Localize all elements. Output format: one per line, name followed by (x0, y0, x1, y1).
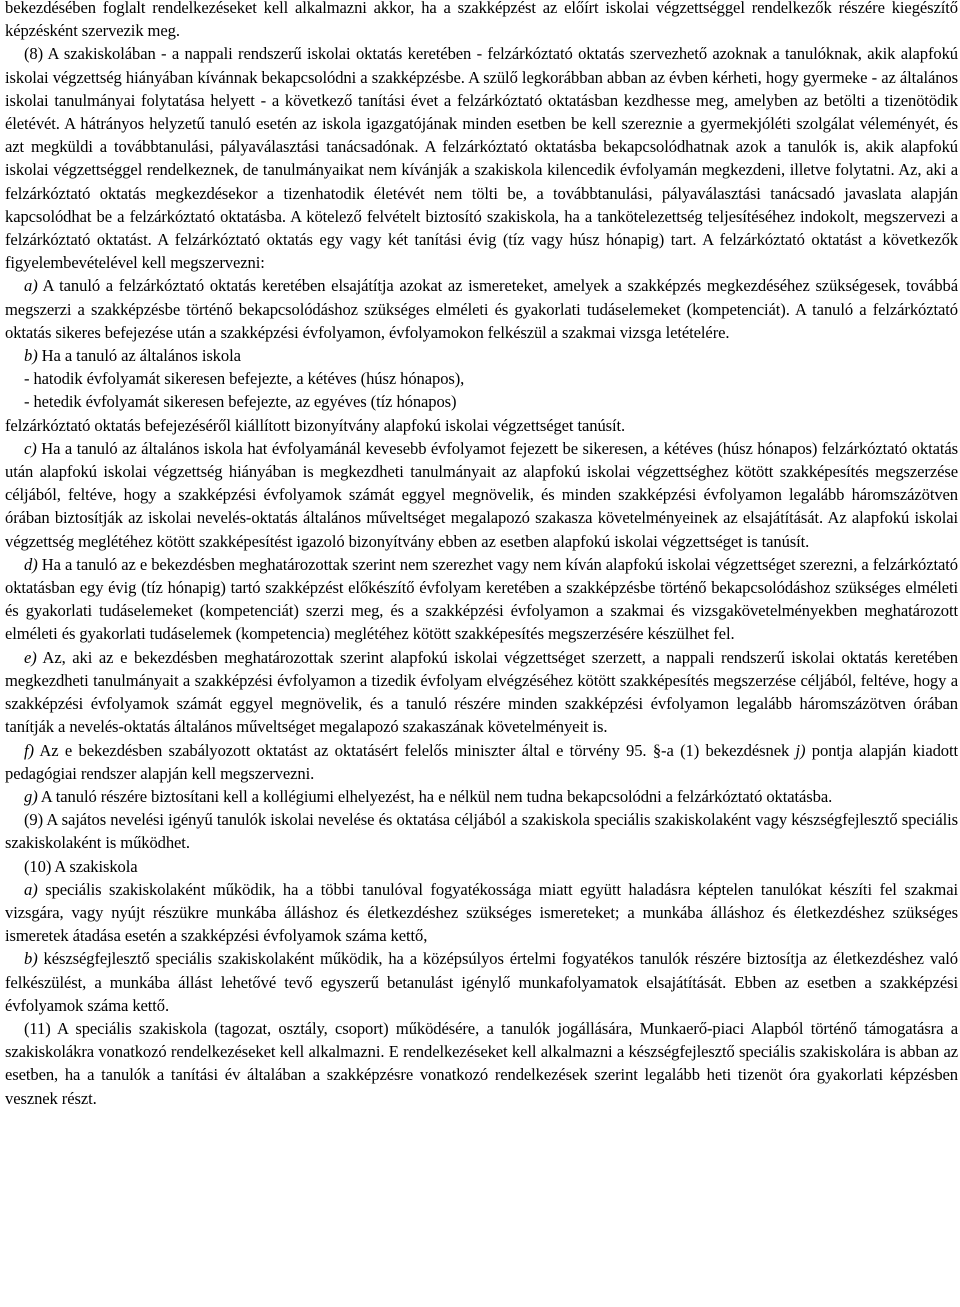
point-text: speciális szakiskolaként működik, ha a többi tanulóval fogyatékossága miatt együtt haladásra képtelen tanulókat készíti fel szakmai vizsgára, vagy nyújt részükre munkába álláshoz és életkezdéshez szükséges ismereteket; a munkába álláshoz és életkezdéshez szükséges ismeretek átadása esetén a szakképzési évfolyamok száma kettő, (5, 879, 958, 946)
point-text: készségfejlesztő speciális szakiskolaként működik, ha a középsúlyos értelmi fogyatékos tanulók részére biztosítja az életkezdéshez való felkészülést, a munkába állást lehetővé tevő egyszerű betanulást igénylő munkafolyamatok elsajátítását. Ebben az esetben a szakképzési évfolyamok száma kettő. (5, 949, 958, 1015)
point-10-a (5, 878, 958, 948)
point-label: f) (24, 740, 34, 760)
point-text: Ha a tanuló az általános iskola hat évfolyamánál kevesebb évfolyamot fejezett be sikeresen, a kétéves (húsz hónapos) felzárkóztató oktatás után alapfokú iskolai végzettség hiányában is megkezdheti tanulmányait az alapfokú iskolai végzettséghez kötött szakképesítés megszerzése céljából, feltéve, hogy a szakképzési évfolyamok számát eggyel megnövelik, és minden szakképzési évfolyamon legalább háromszázötven órában biztosítják az iskolai nevelés-oktatás általános műveltséget megalapozó szakasza követelményeinek az elsajátítását. Az alapfokú iskolai végzettség meglétéhez kötött szakképesítést igazoló bizonyítvány ebben az esetben alapfokú iskolai végzettséget is tanúsít. (5, 438, 958, 551)
point-text: pontja alapján kiadott pedagógiai rendszer alapján kell megszervezni. (5, 740, 958, 783)
document-page (5, 0, 958, 1110)
point-8-g (5, 785, 958, 808)
point-label: b) (24, 949, 38, 969)
paragraph-continuation: bekezdésében foglalt rendelkezéseket kell alkalmazni akkor, ha a szakképzést az előírt iskolai végzettséggel rendelkezők részére kiegészítő képzésként szervezik meg. (5, 0, 958, 41)
point-text: Az, aki az e bekezdésben meghatározottak szerint alapfokú iskolai végzettséget szerzett, a nappali rendszerű iskolai oktatás keretében megkezdheti tanulmányait a szakképzési évfolyamon a tizedik évfolyam elvégzéséhez kötött szakképesítés megszerzése céljából, feltéve, hogy a szakképzési évfolyamok számát eggyel megnövelik, és a tanuló részére minden szakképzési évfolyamon legalább háromszázötven órában tanítják a nevelés-oktatás általános műveltséget megalapozó szakaszának követelményeit is. (5, 647, 958, 737)
point-8-e (5, 646, 958, 739)
paragraph-8: (8) A szakiskolában - a nappali rendszerű iskolai oktatás keretében - felzárkóztató oktatás szervezhető azoknak a tanulóknak, akik alapfokú iskolai végzettség hiányában kívánnak bekapcsolódni a szakképzésbe. A szülő legkorábban abban az évben kérheti, hogy gyermeke - az általános iskolai tanulmányai folytatása helyett - a következő tanítási évet a felzárkóztató oktatásban kezdhesse meg, amelyben az betölti a tizenötödik életévét. A hátrányos helyzetű tanuló esetén az iskola igazgatójának minden esetben be kell szereznie a gyermekjóléti szolgálat véleményét, és azt megküldi a továbbtanulási, pályaválasztási tanácsadónak. A felzárkóztató oktatásba bekapcsolódhatnak azok a tanulók is, akik alapfokú iskolai végzettséggel rendelkeznek, de tanulmányaikat nem kívánják a szakiskola kilencedik évfolyamán megkezdeni, illetve folytatni. Az, aki a felzárkóztató oktatás megkezdésekor a tizenhatodik életévét nem tölti be, a továbbtanulási, pályaválasztási tanácsadó javaslata alapján kapcsolódhat be a felzárkóztató oktatásba. A kötelező felvételt biztosító szakiskola, ha a tankötelezettség teljesítéséhez indokolt, megszervezi a felzárkóztató oktatást. A felzárkóztató oktatás egy vagy két tanítási évig (tíz vagy húsz hónapig) tart. A felzárkóztató oktatást a következők figyelembevételével kell megszervezni: (5, 44, 958, 273)
point-8-c (5, 437, 958, 553)
point-8-b (5, 344, 958, 367)
point-8-f (5, 739, 958, 785)
point-label: a) (24, 276, 38, 296)
point-8-b-tail: felzárkóztató oktatás befejezéséről kiállított bizonyítvány alapfokú iskolai végzettséget tanúsít. (5, 415, 626, 435)
point-text: A tanuló a felzárkóztató oktatás keretében elsajátítja azokat az ismereteket, amelyek a szakképzés megkezdéséhez szükségesek, továbbá megszerzi a szakképzésbe történő bekapcsolódáshoz szükséges elméleti és gyakorlati tudáselemeket (kompetenciát). A tanuló a felzárkóztató oktatás sikeres befejezése után a szakképzési évfolyamon, évfolyamokon felkészül a szakmai vizsga letételére. (5, 276, 958, 342)
point-text: A tanuló részére biztosítani kell a kollégiumi elhelyezést, ha e nélkül nem tudna bekapcsolódni a felzárkóztató oktatásba. (37, 786, 833, 806)
point-label: d) (24, 554, 38, 574)
point-8-d (5, 553, 958, 646)
point-label: a) (24, 879, 38, 899)
point-reference: j) (795, 740, 806, 760)
point-label: e) (24, 647, 37, 667)
point-8-a (5, 274, 958, 344)
point-text: Az e bekezdésben szabályozott oktatást az oktatásért felelős miniszter által e törvény 95. §-a (1) bekezdésnek (33, 740, 796, 760)
point-label: g) (24, 786, 38, 806)
point-label: b) (24, 346, 38, 366)
point-10-b (5, 947, 958, 1017)
point-8-b-dash-2: - hetedik évfolyamát sikeresen befejezte, az egyéves (tíz hónapos) (24, 392, 457, 412)
point-label: c) (24, 438, 37, 458)
paragraph-9: (9) A sajátos nevelési igényű tanulók iskolai nevelése és oktatása céljából a szakiskola speciális szakiskolaként vagy készségfejlesztő speciális szakiskolaként is működhet. (5, 810, 958, 853)
paragraph-11: (11) A speciális szakiskola (tagozat, osztály, csoport) működésére, a tanulók jogállására, Munkaerő-piaci Alapból történő támogatásra a szakiskolákra vonatkozó rendelkezéseket kell alkalmazni. E rendelkezéseket kell alkalmazni a készségfejlesztő speciális szakiskolára is abban az esetben, ha a tanulók a tanítási év általában a szakképzésre vonatkozó rendelkezések szerint legalább heti tizenöt óra gyakorlati képzésben vesznek részt. (5, 1018, 958, 1108)
paragraph-10: (10) A szakiskola (24, 856, 138, 876)
point-8-b-dash-1: - hatodik évfolyamát sikeresen befejezte, a kétéves (húsz hónapos), (24, 369, 465, 389)
point-text: Ha a tanuló az általános iskola (37, 346, 241, 366)
point-text: Ha a tanuló az e bekezdésben meghatározottak szerint nem szerezhet vagy nem kíván alapfokú iskolai végzettséget szerezni, a felzárkóztató oktatásban egy évig (tíz hónapig) tartó szakképzést előkészítő évfolyam keretében a szakképzésbe történő bekapcsolódáshoz szükséges elméleti és gyakorlati tudáselemeket (kompetenciát) szerzi meg, és a szakképzési évfolyamon a szakmai és vizsgakövetelményekben meghatározott elméleti és gyakorlati tudáselemek (kompetencia) meglétéhez kötött szakképesítés megszerzésére készülhet fel. (5, 554, 958, 644)
